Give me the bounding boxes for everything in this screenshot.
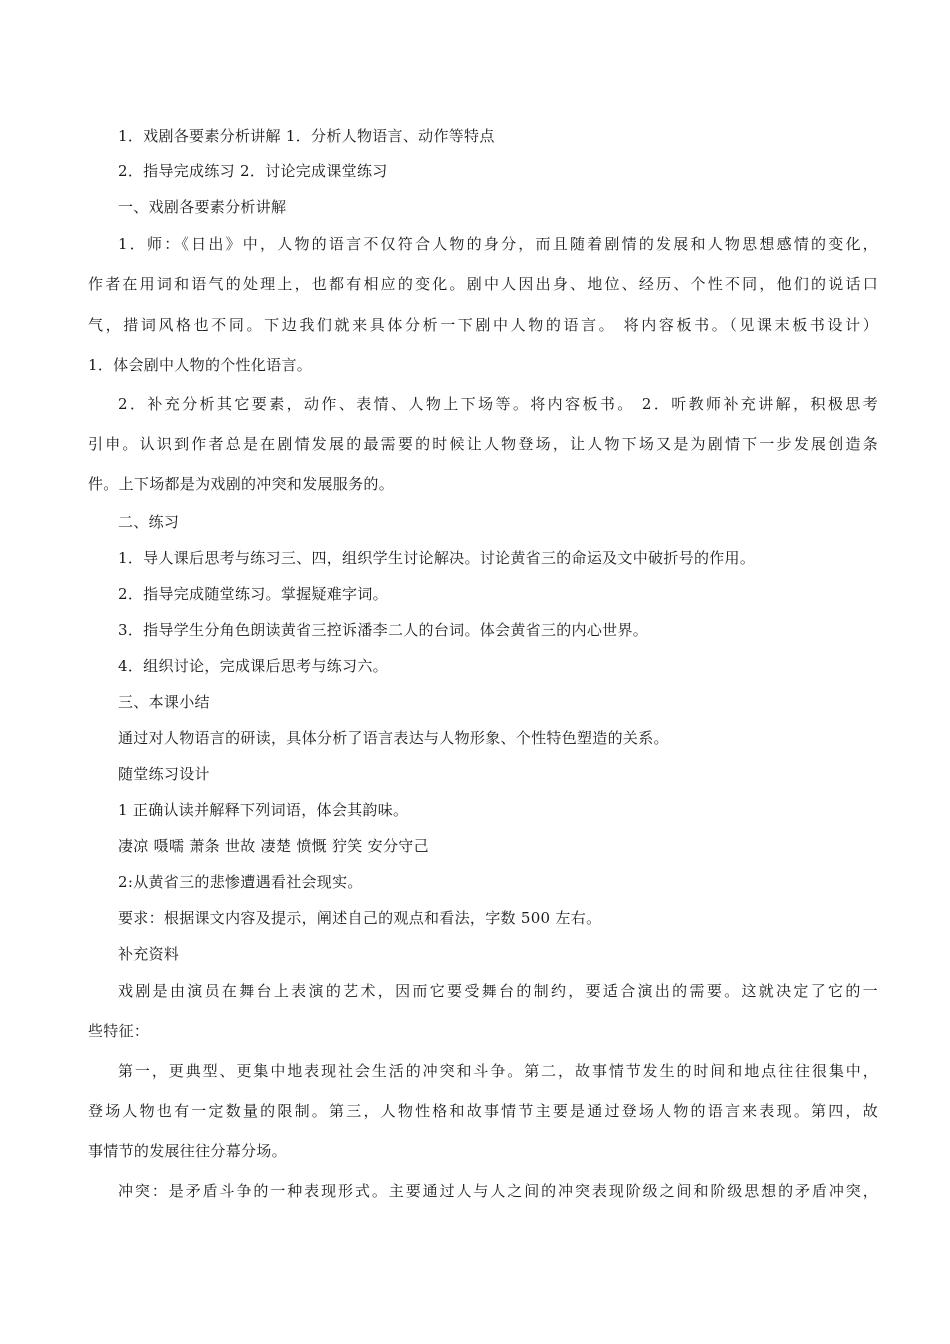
text-line: 1．戏剧各要素分析讲解 1．分析人物语言、动作等特点 bbox=[118, 127, 495, 145]
text-line: 通过对人物语言的研读，具体分析了语言表达与人物形象、个性特色塑造的关系。 bbox=[118, 729, 669, 747]
text-line: 2:从黄省三的悲惨遭遇看社会现实。 bbox=[118, 873, 363, 891]
text-line: 戏剧是由演员在舞台上表演的艺术，因而它要受舞台的制约，要适合演出的需要。这就决定了它的一 bbox=[118, 982, 878, 1000]
section-heading: 三、本课小结 bbox=[118, 693, 210, 711]
section-heading: 一、戏剧各要素分析讲解 bbox=[118, 198, 287, 216]
text-line: 2．补充分析其它要素，动作、表情、人物上下场等。将内容板书。 2．听教师补充讲解，积极思考 bbox=[118, 395, 878, 413]
text-line: 1．导人课后思考与练习三、四，组织学生讨论解决。讨论黄省三的命运及文中破折号的作用。 bbox=[118, 549, 756, 567]
subheading: 随堂练习设计 bbox=[118, 765, 210, 783]
text-line: 1．体会剧中人物的个性化语言。 bbox=[88, 356, 313, 374]
text-line: 3．指导学生分角色朗读黄省三控诉潘李二人的台词。体会黄省三的内心世界。 bbox=[118, 621, 649, 639]
text-line: 2．指导完成随堂练习。掌握疑难字词。 bbox=[118, 585, 388, 603]
text-line: 气，措词风格也不同。下边我们就来具体分析一下剧中人物的语言。 将内容板书。（见课末板书设计） bbox=[88, 316, 878, 334]
text-line: 1 正确认读并解释下列词语，体会其韵味。 bbox=[118, 801, 409, 819]
text-line: 引申。认识到作者总是在剧情发展的最需要的时候让人物登场，让人物下场又是为剧情下一步发展创造条 bbox=[88, 435, 878, 453]
vocabulary-list: 凄凉 嗫嚅 萧条 世故 凄楚 愤慨 狞笑 安分守己 bbox=[118, 837, 429, 855]
section-heading: 二、练习 bbox=[118, 513, 180, 531]
text-line: 4．组织讨论，完成课后思考与练习六。 bbox=[118, 657, 388, 675]
text-line: 第一，更典型、更集中地表现社会生活的冲突和斗争。第二，故事情节发生的时间和地点往往很集中， bbox=[118, 1062, 878, 1080]
text-line: 要求：根据课文内容及提示，阐述自己的观点和看法，字数 500 左右。 bbox=[118, 909, 602, 927]
text-line: 登场人物也有一定数量的限制。第三，人物性格和故事情节主要是通过登场人物的语言来表现。第四，故 bbox=[88, 1102, 878, 1120]
text-line: 事情节的发展往往分幕分场。 bbox=[88, 1142, 287, 1160]
text-line: 2．指导完成练习 2．讨论完成课堂练习 bbox=[118, 162, 388, 180]
text-line: 些特征： bbox=[88, 1022, 150, 1040]
text-line: 件。上下场都是为戏剧的冲突和发展服务的。 bbox=[88, 475, 395, 493]
subheading: 补充资料 bbox=[118, 945, 180, 963]
text-line: 作者在用词和语气的处理上，也都有相应的变化。剧中人因出身、地位、经历、个性不同，他们的说话口 bbox=[88, 275, 878, 293]
text-line: 1．师：《日出》中，人物的语言不仅符合人物的身分，而且随着剧情的发展和人物思想感情的变化， bbox=[118, 235, 878, 253]
text-line: 冲突：是矛盾斗争的一种表现形式。主要通过人与人之间的冲突表现阶级之间和阶级思想的矛盾冲突， bbox=[118, 1182, 878, 1200]
